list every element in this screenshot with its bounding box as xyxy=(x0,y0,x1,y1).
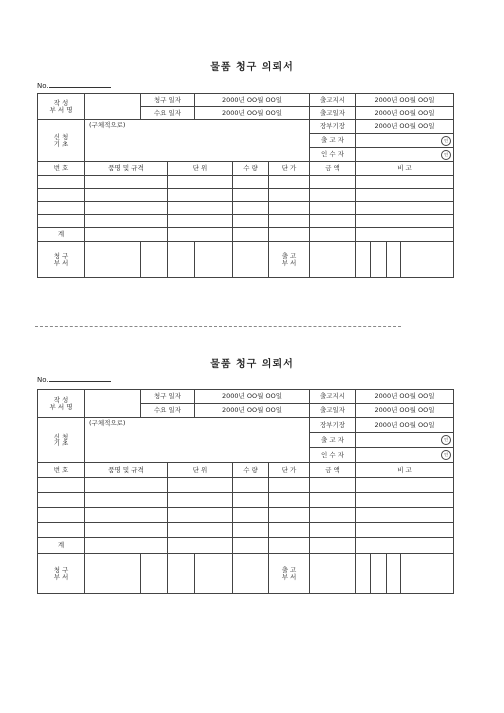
col-amount: 금 액 xyxy=(310,162,356,176)
request-dept-label: 청 구 부 서 xyxy=(38,554,85,594)
col-quantity: 수 량 xyxy=(233,162,269,176)
demand-date-value[interactable]: 2000년 OO월 OO일 xyxy=(195,404,310,418)
total-label: 계 xyxy=(38,538,85,554)
ledger-value[interactable]: 2000년 OO월 OO일 xyxy=(356,418,454,433)
issuer-sign[interactable] xyxy=(356,433,454,448)
table-row xyxy=(38,493,454,508)
table-row xyxy=(38,508,454,523)
doc-number xyxy=(37,374,111,384)
cut-line xyxy=(35,326,401,327)
table-row xyxy=(38,215,454,228)
seal-icon: 인 xyxy=(441,450,451,460)
request-table xyxy=(37,93,454,278)
request-dept-sign-5[interactable] xyxy=(233,554,269,594)
col-unit: 단 위 xyxy=(168,463,233,478)
ledger-value[interactable]: 2000년 OO월 OO일 xyxy=(356,120,454,134)
issue-dept-sign-4[interactable] xyxy=(387,242,401,278)
issue-dept-sign-1[interactable] xyxy=(310,242,356,278)
issue-instruct-value[interactable]: 2000년 OO월 OO일 xyxy=(356,390,454,404)
issue-dept-label: 출 고 부 서 xyxy=(269,554,310,594)
issue-date-value[interactable]: 2000년 OO월 OO일 xyxy=(356,107,454,120)
issue-dept-sign-3[interactable] xyxy=(371,242,387,278)
demand-date-label: 수요 일자 xyxy=(141,107,195,120)
request-dept-label: 청 구 부 서 xyxy=(38,242,85,278)
table-row xyxy=(38,523,454,538)
writer-dept-label: 작 성 부 서 명 xyxy=(38,94,85,120)
request-detail[interactable]: (구체적으로) xyxy=(85,418,310,463)
request-dept-sign-1[interactable] xyxy=(85,242,141,278)
form-title: 물품 청구 의뢰서 xyxy=(210,62,294,73)
issuer-sign[interactable] xyxy=(356,134,454,148)
doc-number-field[interactable] xyxy=(49,374,111,382)
table-row xyxy=(38,202,454,215)
col-number: 번 호 xyxy=(38,463,85,478)
col-quantity: 수 량 xyxy=(233,463,269,478)
receiver-sign[interactable] xyxy=(356,448,454,463)
writer-dept-value[interactable] xyxy=(85,94,141,120)
request-dept-sign-5[interactable] xyxy=(233,242,269,278)
table-row xyxy=(38,189,454,202)
issue-date-label: 출고일자 xyxy=(310,404,356,418)
doc-number xyxy=(37,80,111,90)
receiver-sign[interactable] xyxy=(356,148,454,162)
seal-icon: 인 xyxy=(441,136,451,146)
demand-date-label: 수요 일자 xyxy=(141,404,195,418)
issue-dept-sign-1[interactable] xyxy=(310,554,356,594)
issue-instruct-label: 출고지시 xyxy=(310,94,356,107)
issue-instruct-value[interactable]: 2000년 OO월 OO일 xyxy=(356,94,454,107)
receiver-label: 인 수 자 xyxy=(310,448,356,463)
receiver-label: 인 수 자 xyxy=(310,148,356,162)
form-title: 물품 청구 의뢰서 xyxy=(210,359,294,370)
request-dept-sign-3[interactable] xyxy=(168,242,195,278)
issuer-label: 출 고 자 xyxy=(310,433,356,448)
ledger-label: 장부기장 xyxy=(310,418,356,433)
issuer-label: 출 고 자 xyxy=(310,134,356,148)
ledger-label: 장부기장 xyxy=(310,120,356,134)
doc-number-label: No. xyxy=(37,82,49,90)
request-dept-sign-3[interactable] xyxy=(168,554,195,594)
table-row xyxy=(38,478,454,493)
issue-dept-sign-2[interactable] xyxy=(356,554,371,594)
request-date-value[interactable]: 2000년 OO월 OO일 xyxy=(195,390,310,404)
seal-icon: 인 xyxy=(441,435,451,445)
request-dept-sign-2[interactable] xyxy=(141,242,168,278)
issue-dept-sign-2[interactable] xyxy=(356,242,371,278)
request-table xyxy=(37,389,454,594)
request-basis-label: 신 청 기 초 xyxy=(38,418,85,463)
request-date-label: 청구 일자 xyxy=(141,390,195,404)
col-note: 비 고 xyxy=(356,463,454,478)
col-item: 품명 및 규격 xyxy=(85,162,168,176)
demand-date-value[interactable]: 2000년 OO월 OO일 xyxy=(195,107,310,120)
col-amount: 금 액 xyxy=(310,463,356,478)
col-item: 품명 및 규격 xyxy=(85,463,168,478)
doc-number-label: No. xyxy=(37,376,49,384)
col-price: 단 가 xyxy=(269,162,310,176)
doc-number-field[interactable] xyxy=(49,80,111,88)
writer-dept-value[interactable] xyxy=(85,390,141,418)
request-dept-sign-4[interactable] xyxy=(195,242,233,278)
col-number: 번 호 xyxy=(38,162,85,176)
col-price: 단 가 xyxy=(269,463,310,478)
issue-dept-label: 출 고 부 서 xyxy=(269,242,310,278)
seal-icon: 인 xyxy=(441,150,451,160)
col-note: 비 고 xyxy=(356,162,454,176)
issue-dept-sign-4[interactable] xyxy=(387,554,401,594)
issue-dept-sign-5[interactable] xyxy=(401,242,454,278)
col-unit: 단 위 xyxy=(168,162,233,176)
request-dept-sign-1[interactable] xyxy=(85,554,141,594)
request-dept-sign-2[interactable] xyxy=(141,554,168,594)
request-date-label: 청구 일자 xyxy=(141,94,195,107)
issue-dept-sign-3[interactable] xyxy=(371,554,387,594)
request-basis-label: 신 청 기 초 xyxy=(38,120,85,162)
request-dept-sign-4[interactable] xyxy=(195,554,233,594)
request-date-value[interactable]: 2000년 OO월 OO일 xyxy=(195,94,310,107)
issue-date-value[interactable]: 2000년 OO월 OO일 xyxy=(356,404,454,418)
issue-date-label: 출고일자 xyxy=(310,107,356,120)
writer-dept-label: 작 성 부 서 명 xyxy=(38,390,85,418)
request-detail[interactable]: (구체적으로) xyxy=(85,120,310,162)
table-row xyxy=(38,176,454,189)
issue-instruct-label: 출고지시 xyxy=(310,390,356,404)
issue-dept-sign-5[interactable] xyxy=(401,554,454,594)
total-label: 계 xyxy=(38,228,85,242)
